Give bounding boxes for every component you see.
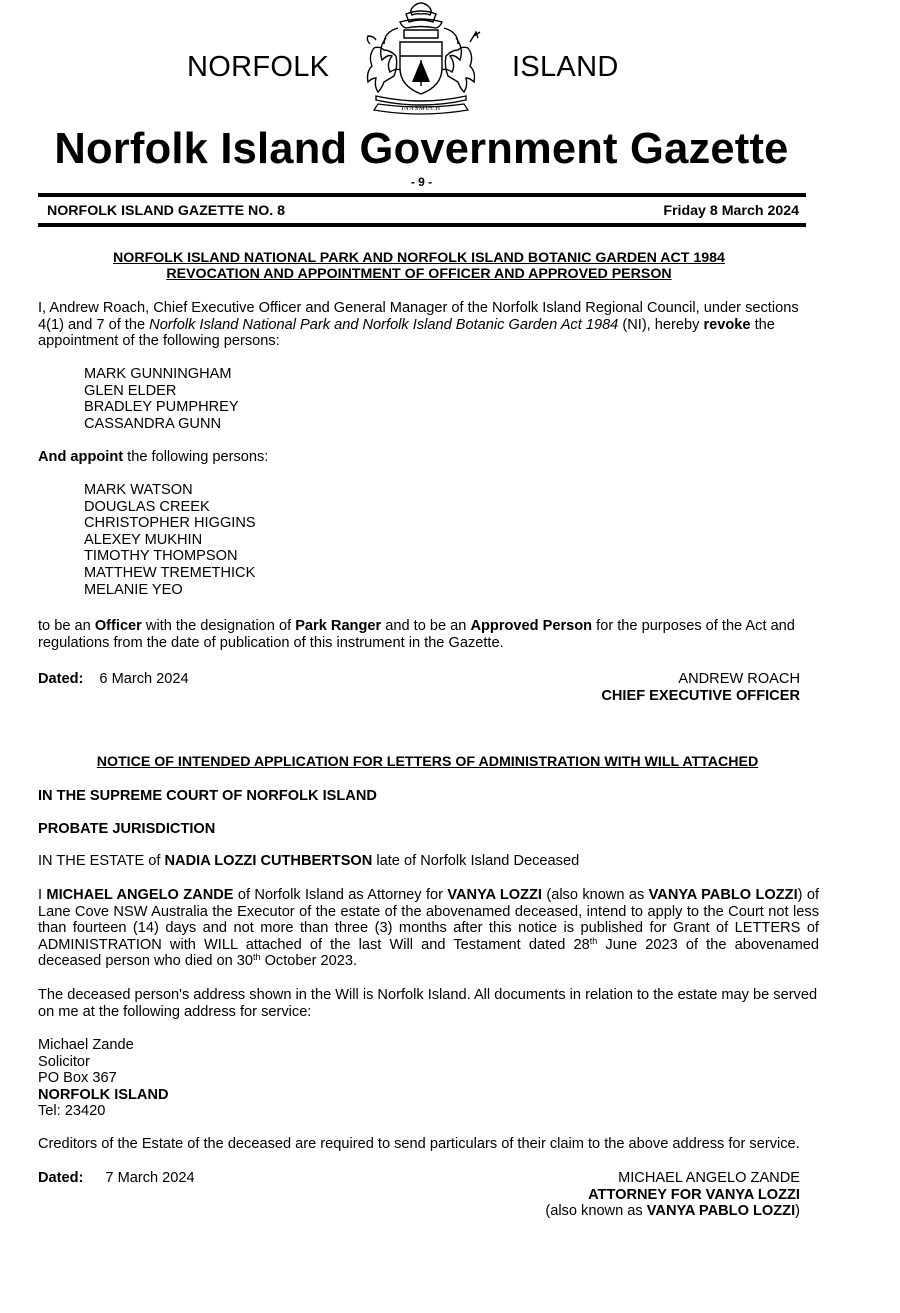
gazette-number: NORFOLK ISLAND GAZETTE NO. 8 [47,203,286,219]
dated-label: Dated: [38,671,84,687]
header-rule-bottom [38,223,806,227]
list-item: GLEN ELDER [84,382,177,399]
signatory-name: MICHAEL ANGELO ZANDE [618,1170,800,1186]
gazette-date: Friday 8 March 2024 [663,203,799,219]
notice1-signatory [601,671,800,704]
notice1-appoint-line: And appoint the following persons: [38,449,269,465]
list-item: MATTHEW TREMETHICK [84,564,256,581]
notice2-heading: NOTICE OF INTENDED APPLICATION FOR LETTERS OF ADMINISTRATION WITH WILL ATTACHED [96,754,759,770]
list-item: MELANIE YEO [84,581,183,598]
address-po-box: PO Box 367 [38,1070,117,1087]
list-item: DOUGLAS CREEK [84,498,210,515]
dated-value: 6 March 2024 [99,671,189,687]
notice1-dated [38,671,189,688]
notice1-heading-line1: NORFOLK ISLAND NATIONAL PARK AND NORFOLK ISLAND BOTANIC GARDEN ACT 1984 [113,250,725,266]
jurisdiction: PROBATE JURISDICTION [38,821,216,837]
list-item: CHRISTOPHER HIGGINS [84,515,256,532]
notice2-body: I MICHAEL ANGELO ZANDE of Norfolk Island as Attorney for VANYA LOZZI (also known as VANYA PABLO LOZZI) of Lane Cove NSW Australia the Executor of the estate of the abovenamed deceased, intend to apply to the Court not less than fourteen (14) days and not more than three (3) months after this notice is published for Grant of LETTERS of ADMINISTRATION with WILL attached of the last Will and Testament dated 28th June 2023 of the abovenamed deceased person who died on 30th October 2023. [38,887,820,970]
list-item: ALEXEY MUKHIN [84,531,203,548]
gazette-title: Norfolk Island Government Gazette [54,125,789,173]
notice1-designation: to be an Officer with the designation of Park Ranger and to be an Approved Person for the purposes of the Act and regulations from the date of publication of this instrument in the Gazette. [38,618,795,651]
list-item: CASSANDRA GUNN [84,415,222,432]
list-item: MARK GUNNINGHAM [84,366,232,382]
crest-motto: INASMUCH [401,105,441,112]
court-name: IN THE SUPREME COURT OF NORFOLK ISLAND [38,788,377,804]
list-item: MARK WATSON [84,482,193,498]
dated-value: 7 March 2024 [105,1170,195,1186]
estate-line: IN THE ESTATE of NADIA LOZZI CUTHBERTSON late of Norfolk Island Deceased [38,853,580,869]
address-name: Michael Zande [38,1037,134,1053]
appointed-list [84,482,256,598]
notice1-heading-line2: REVOCATION AND APPOINTMENT OF OFFICER AND APPROVED PERSON [166,266,672,282]
creditors-paragraph: Creditors of the Estate of the deceased are required to send particulars of their claim to the above address for service. [38,1136,800,1152]
address-role: Solicitor [38,1053,90,1070]
masthead-right-word: ISLAND [512,51,619,83]
address-paragraph: The deceased person's address shown in the Will is Norfolk Island. All documents in relation to the estate may be served on me at the following address for service: [38,987,818,1020]
notice2-signatory [545,1170,800,1220]
header-rule-top [38,193,806,197]
page-number: - 9 - [410,175,433,189]
service-address [38,1037,169,1120]
notice2-dated [38,1170,195,1187]
coat-of-arms-icon [356,0,486,118]
list-item: BRADLEY PUMPHREY [84,399,239,416]
notice1-intro: I, Andrew Roach, Chief Executive Officer and General Manager of the Norfolk Island Regional Council, under sections 4(1) and 7 of the Norfolk Island National Park and Norfolk Island Botanic Garden Act 1984 (NI), hereby revoke the appointment of the following persons: [38,300,799,350]
signatory-aka: (also known as VANYA PABLO LOZZI) [545,1203,800,1220]
revoked-list [84,366,239,432]
signatory-title: CHIEF EXECUTIVE OFFICER [601,687,800,704]
masthead-left-word: NORFOLK [187,51,330,83]
address-place: NORFOLK ISLAND [38,1086,169,1103]
list-item: TIMOTHY THOMPSON [84,548,238,565]
signatory-title: ATTORNEY FOR VANYA LOZZI [588,1186,800,1203]
dated-label: Dated: [38,1170,84,1186]
signatory-name: ANDREW ROACH [678,671,800,687]
address-telephone: Tel: 23420 [38,1103,106,1120]
